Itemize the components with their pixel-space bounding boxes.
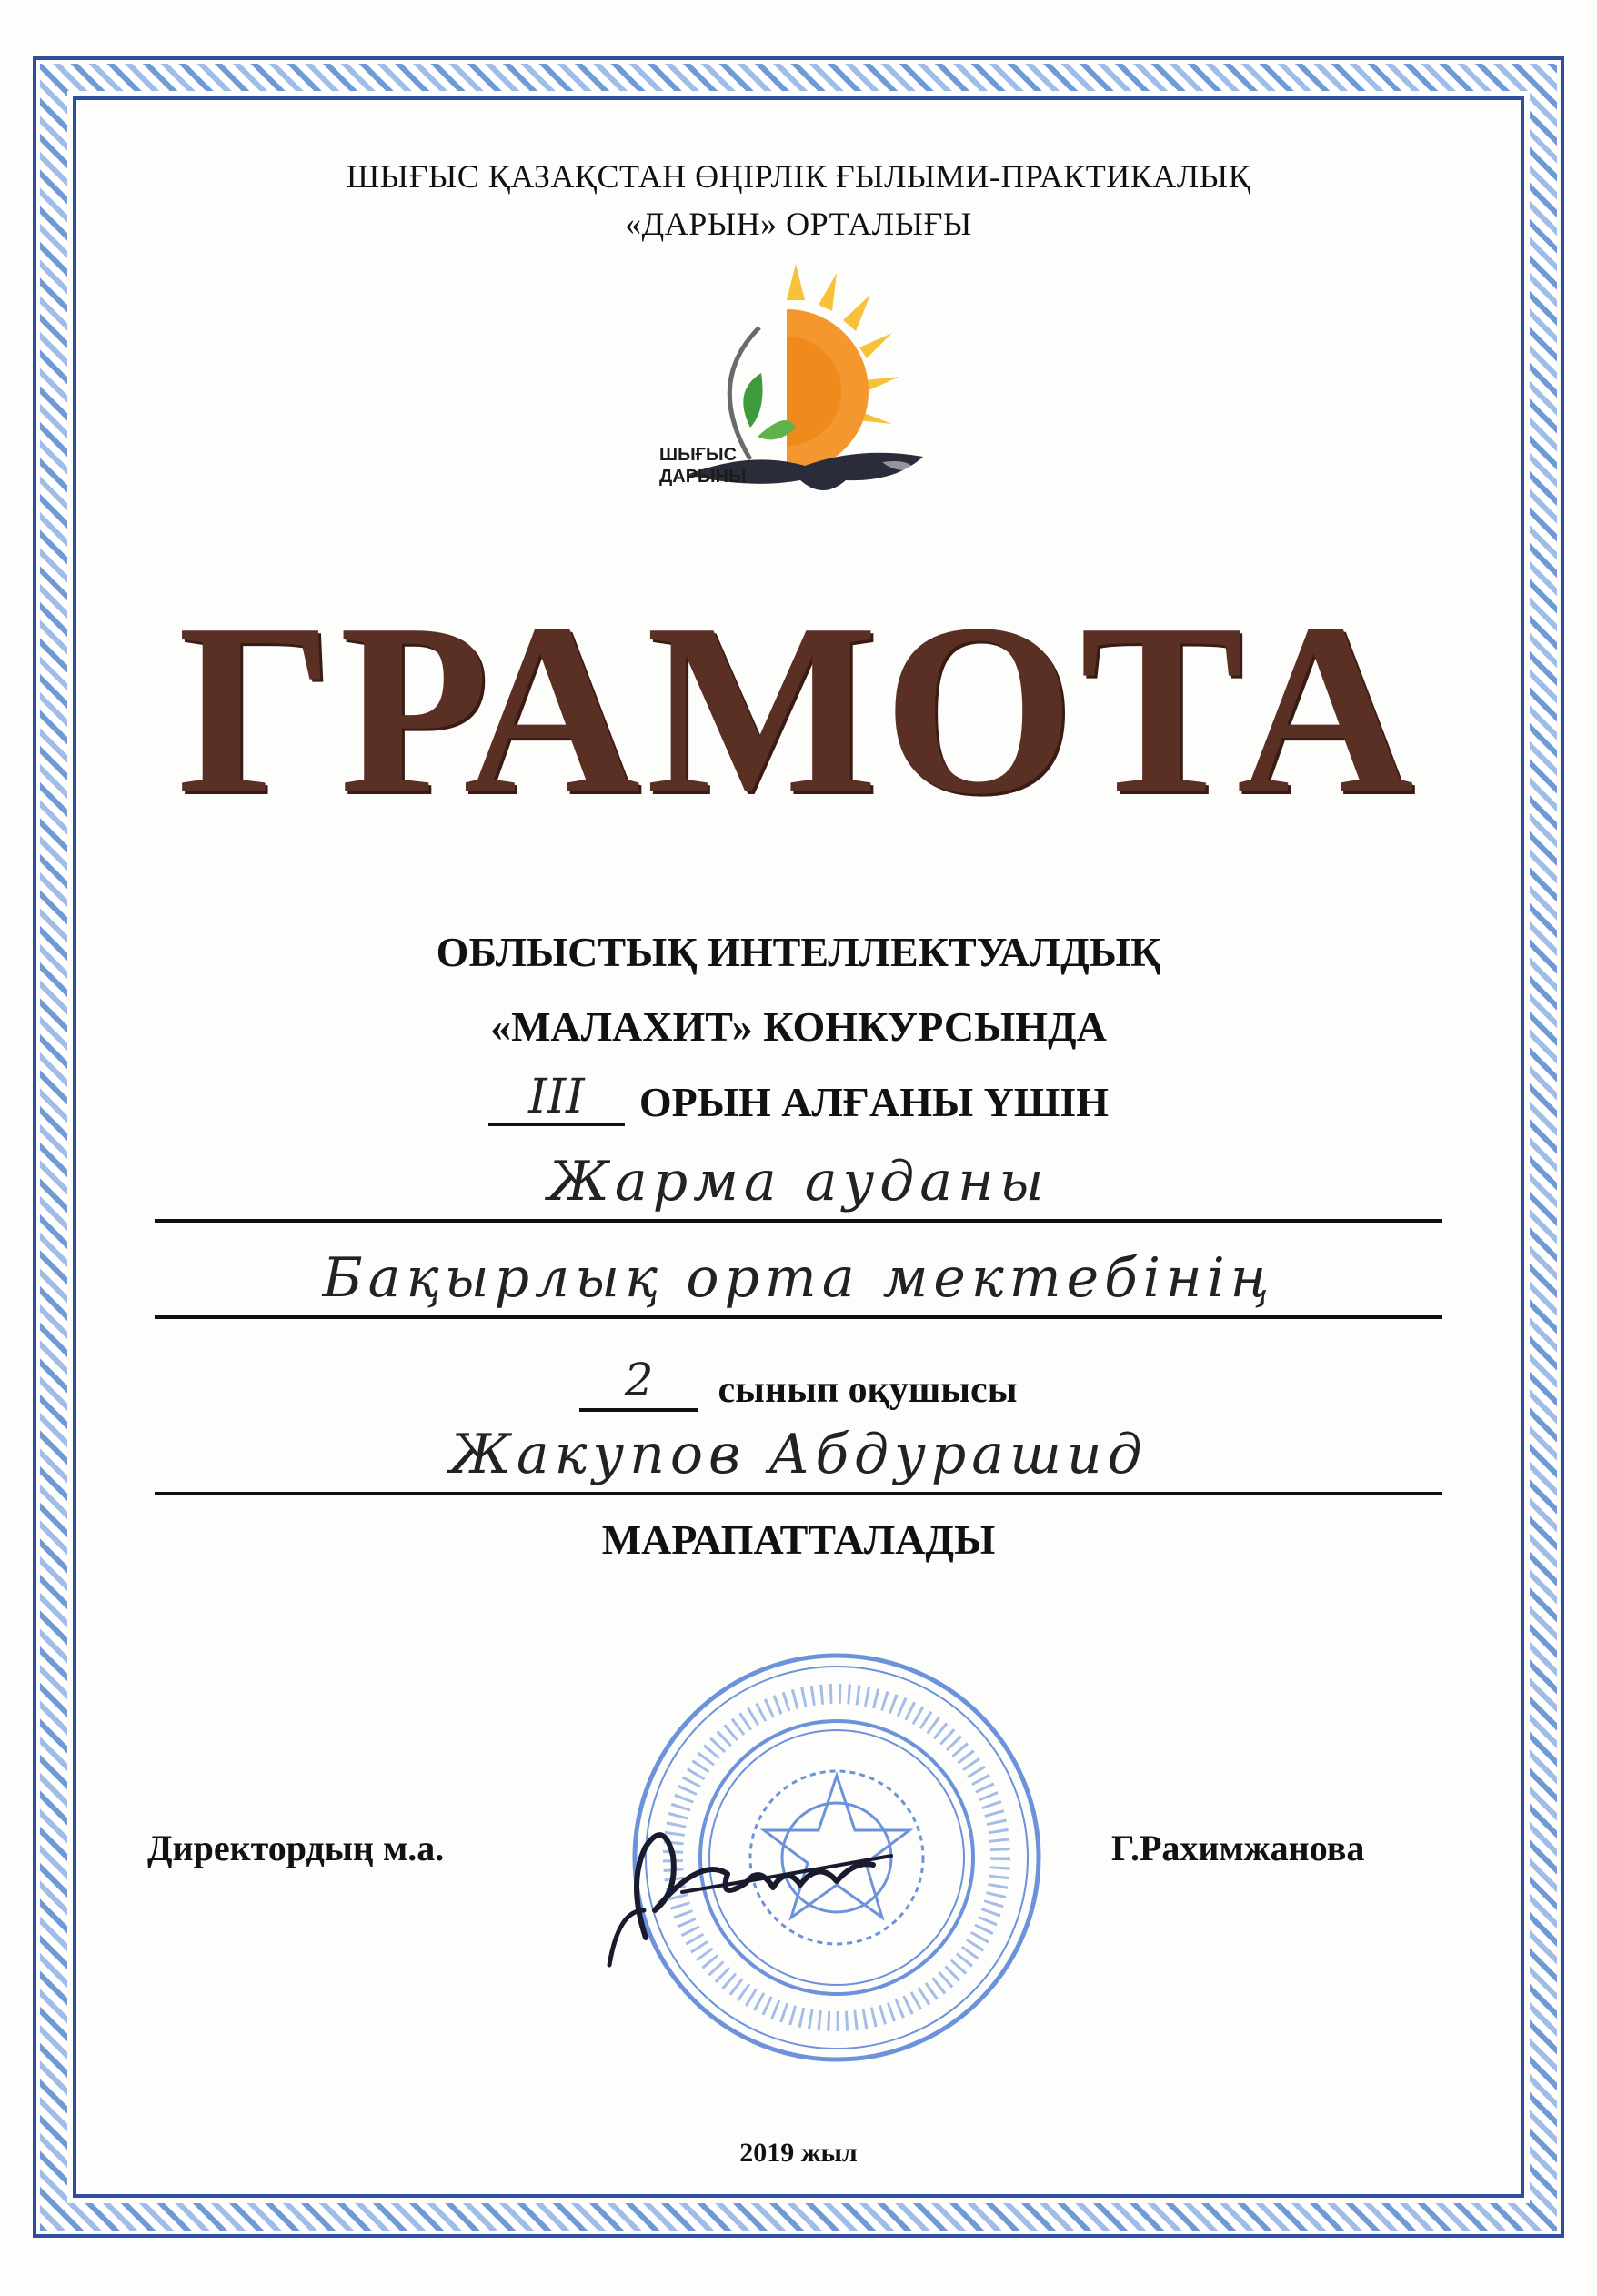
school-line — [155, 1246, 1442, 1319]
awarded-text: МАРАПАТТАЛАДЫ — [601, 1516, 996, 1563]
director-label: Директордың м.а. — [147, 1828, 445, 1868]
grade-text: сынып оқушысы — [718, 1369, 1018, 1411]
district-handwritten: Жарма ауданы — [547, 1150, 1050, 1213]
student-handwritten: Жакупов Абдурашид — [449, 1423, 1148, 1486]
logo-text-line-2: ДАРЫНЫ — [659, 467, 747, 487]
logo-text — [659, 444, 747, 488]
org-line-2: «ДАРЫН» ОРТАЛЫҒЫ — [625, 206, 972, 242]
director-name: Г.Рахимжанова — [1111, 1828, 1365, 1868]
contest-line-1: ОБЛЫСТЫҚ ИНТЕЛЛЕКТУАЛДЫҚ — [436, 929, 1161, 975]
org-line-1: ШЫҒЫС ҚАЗАҚСТАН ӨҢІРЛІК ҒЫЛЫМИ-ПРАКТИКАЛЫҚ — [346, 158, 1251, 195]
place-handwritten: III — [528, 1070, 585, 1124]
organization-name — [0, 153, 1597, 247]
place-blank — [488, 1070, 625, 1126]
place-line — [0, 1070, 1597, 1126]
place-text: ОРЫН АЛҒАНЫ ҮШІН — [638, 1079, 1110, 1125]
contest-line-2: «МАЛАХИТ» КОНКУРСЫНДА — [490, 1003, 1107, 1050]
district-line — [155, 1150, 1442, 1223]
school-handwritten: Бақырлық орта мектебінің — [322, 1246, 1275, 1310]
grade-blank — [579, 1354, 698, 1412]
certificate-title: ГРАМОТА — [177, 573, 1420, 845]
grade-line — [0, 1354, 1597, 1412]
certificate-year: 2019 жыл — [739, 2138, 858, 2168]
student-line — [155, 1423, 1442, 1495]
grade-handwritten: 2 — [624, 1354, 654, 1406]
logo-text-line-1: ШЫҒЫС — [659, 445, 738, 465]
director-signature-icon — [591, 1774, 919, 1974]
